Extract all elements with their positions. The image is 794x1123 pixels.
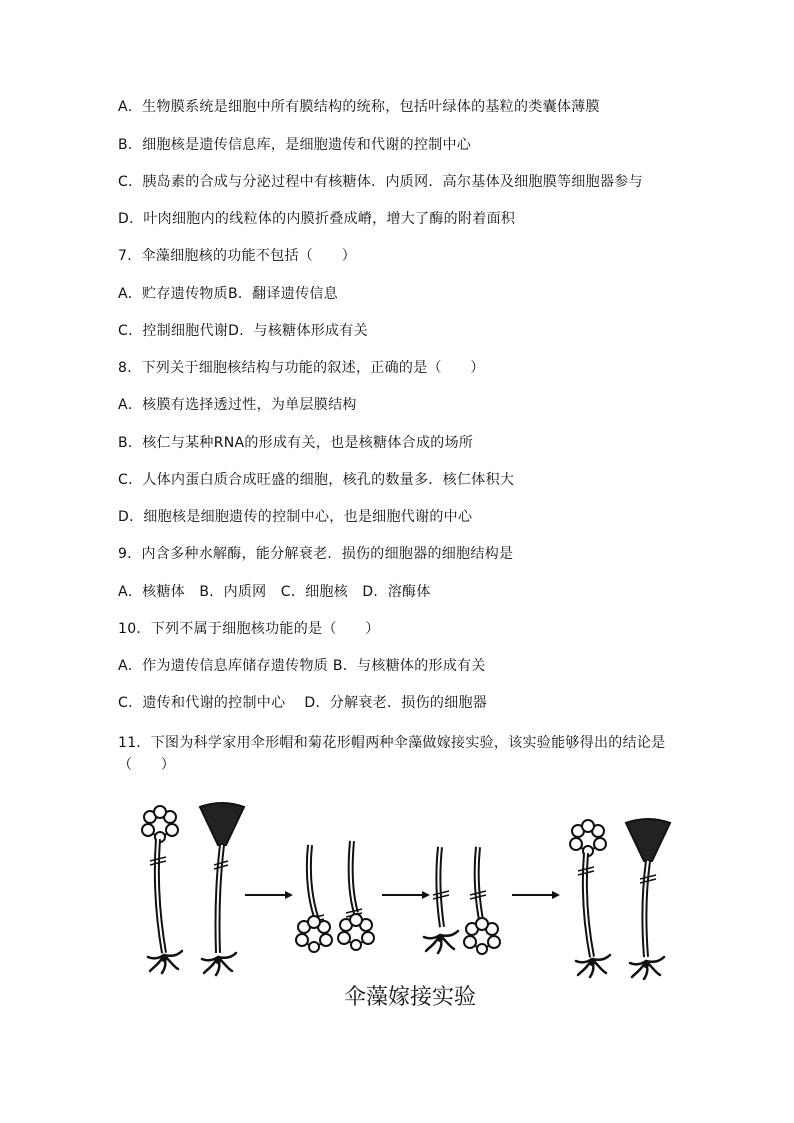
question-8-option-d: D．细胞核是细胞遗传的控制中心，也是细胞代谢的中心	[118, 509, 473, 525]
question-8-option-a: A．核膜有选择透过性，为单层膜结构	[118, 397, 357, 413]
question-6-option-c: C．胰岛素的合成与分泌过程中有核糖体．内质网．高尔基体及细胞膜等细胞器参与	[118, 174, 643, 190]
alga-stalk-pair-cut	[296, 841, 374, 952]
question-11-stem: 11．下图为科学家用伞形帽和菊花形帽两种伞藻做嫁接实验，该实验能够得出的结论是（ ）	[118, 735, 666, 773]
question-8-option-b: B．核仁与某种RNA的形成有关，也是核糖体合成的场所	[118, 435, 474, 451]
question-7-options-ab: A．贮存遗传物质B．翻译遗传信息	[118, 286, 338, 302]
alga-umbrella-cap-original	[200, 803, 244, 975]
arrow-1	[245, 891, 293, 899]
question-10-options-cd: C．遗传和代谢的控制中心 D．分解衰老．损伤的细胞器	[118, 695, 488, 711]
figure-caption: 伞藻嫁接实验	[343, 985, 476, 1010]
arrow-2	[382, 891, 430, 899]
question-10-stem: 10．下列不属于细胞核功能的是（ ）	[118, 621, 380, 637]
alga-regenerated-umbrella-cap	[626, 819, 670, 979]
question-8-option-c: C．人体内蛋白质合成旺盛的细胞，核孔的数量多．核仁体积大	[118, 472, 515, 488]
question-9-stem: 9．内含多种水解酶，能分解衰老．损伤的细胞器的细胞结构是	[118, 546, 514, 562]
question-9-options: A．核糖体 B．内质网 C．细胞核 D．溶酶体	[118, 584, 431, 600]
alga-grafted-pair	[424, 847, 500, 954]
arrow-3	[512, 891, 560, 899]
question-7-options-cd: C．控制细胞代谢D．与核糖体形成有关	[118, 323, 368, 339]
question-7-stem: 7．伞藻细胞核的功能不包括（ ）	[118, 248, 357, 264]
question-6-option-a: A．生物膜系统是细胞中所有膜结构的统称，包括叶绿体的基粒的类囊体薄膜	[118, 99, 600, 115]
alga-flower-cap-original	[142, 806, 182, 973]
question-6-option-d: D．叶肉细胞内的线粒体的内膜折叠成嵴，增大了酶的附着面积	[118, 211, 516, 227]
grafting-diagram	[130, 795, 690, 980]
grafting-experiment-figure	[130, 795, 690, 1020]
question-8-stem: 8．下列关于细胞核结构与功能的叙述，正确的是（ ）	[118, 360, 485, 376]
alga-regenerated-flower-cap	[570, 820, 610, 977]
question-10-options-ab: A．作为遗传信息库储存遗传物质 B．与核糖体的形成有关	[118, 658, 486, 674]
question-6-option-b: B．细胞核是遗传信息库，是细胞遗传和代谢的控制中心	[118, 137, 472, 153]
